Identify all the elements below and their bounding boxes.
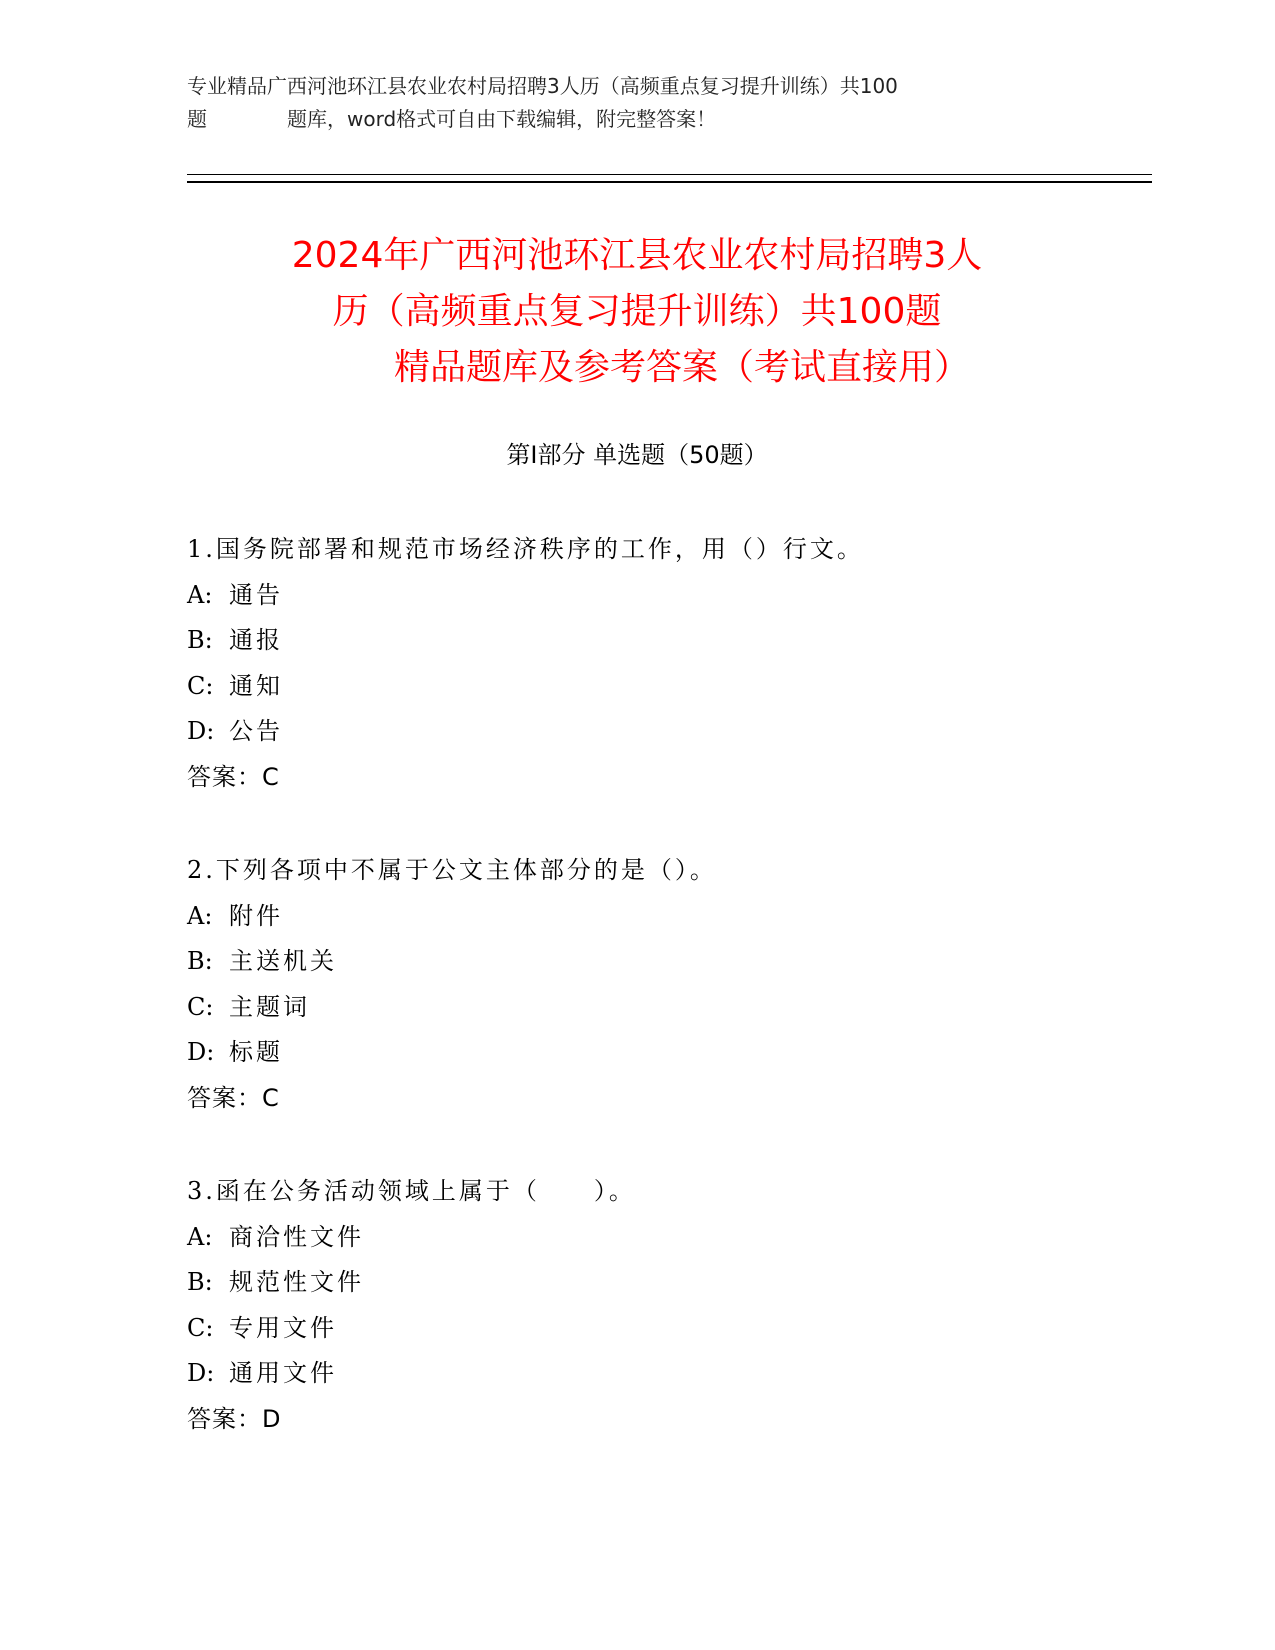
option-text: 专用文件	[229, 1313, 337, 1342]
question-3	[187, 1169, 1147, 1442]
option-label: D:	[187, 1038, 215, 1066]
option-d	[187, 1030, 1147, 1076]
option-label: A:	[187, 1222, 213, 1251]
option-text: 附件	[229, 901, 283, 930]
option-label: C:	[187, 671, 214, 700]
document-title	[187, 228, 1087, 396]
option-text: 通用文件	[229, 1359, 337, 1387]
question-stem: 2.下列各项中不属于公文主体部分的是（）。	[187, 856, 717, 884]
option-label: A:	[187, 901, 213, 930]
option-text: 通知	[229, 671, 283, 700]
option-text: 通报	[229, 626, 283, 654]
option-label: B:	[187, 1268, 213, 1296]
option-a	[187, 573, 1147, 619]
header-line-2-start: 题	[187, 107, 207, 131]
question-list	[187, 527, 1147, 1442]
question-stem: 3.函在公务活动领域上属于（ ）。	[187, 1177, 636, 1205]
answer: 答案：C	[187, 762, 280, 791]
option-a	[187, 894, 1147, 940]
option-label: B:	[187, 626, 213, 654]
option-c	[187, 985, 1147, 1031]
option-label: C:	[187, 1313, 214, 1342]
option-text: 标题	[229, 1038, 283, 1066]
title-line-3: 精品题库及参考答案（考试直接用）	[393, 347, 970, 388]
option-b	[187, 1260, 1147, 1306]
option-text: 规范性文件	[229, 1268, 364, 1296]
option-c	[187, 664, 1147, 710]
header-line-2-text: 题库，word格式可自由下载编辑，附完整答案！	[287, 107, 717, 131]
option-label: B:	[187, 947, 213, 975]
option-label: D:	[187, 717, 215, 745]
header-divider-thick	[187, 181, 1152, 183]
option-text: 通告	[229, 580, 283, 609]
option-d	[187, 1351, 1147, 1397]
title-line-1: 2024年广西河池环江县农业农村局招聘3人	[291, 235, 983, 276]
option-text: 主送机关	[229, 947, 337, 975]
header-line-1: 专业精品广西河池环江县农业农村局招聘3人历（高频重点复习提升训练）共100	[187, 74, 898, 98]
option-d	[187, 709, 1147, 755]
header-divider-thin	[187, 174, 1152, 175]
option-a	[187, 1215, 1147, 1261]
page-header	[187, 70, 1087, 136]
header-line-2	[187, 103, 1087, 136]
option-text: 主题词	[229, 992, 310, 1021]
option-b	[187, 939, 1147, 985]
question-stem: 1.国务院部署和规范市场经济秩序的工作，用（）行文。	[187, 535, 864, 563]
title-line-2: 历（高频重点复习提升训练）共100题	[332, 291, 942, 332]
option-text: 商洽性文件	[229, 1222, 364, 1251]
option-b	[187, 618, 1147, 664]
option-label: D:	[187, 1359, 215, 1387]
option-text: 公告	[229, 717, 283, 745]
question-1	[187, 527, 1147, 800]
question-2	[187, 848, 1147, 1121]
section-title: 第Ⅰ部分 单选题（50题）	[506, 441, 768, 469]
option-c	[187, 1306, 1147, 1352]
answer: 答案：D	[187, 1404, 282, 1433]
option-label: C:	[187, 992, 214, 1021]
answer: 答案：C	[187, 1083, 280, 1112]
option-label: A:	[187, 580, 213, 609]
